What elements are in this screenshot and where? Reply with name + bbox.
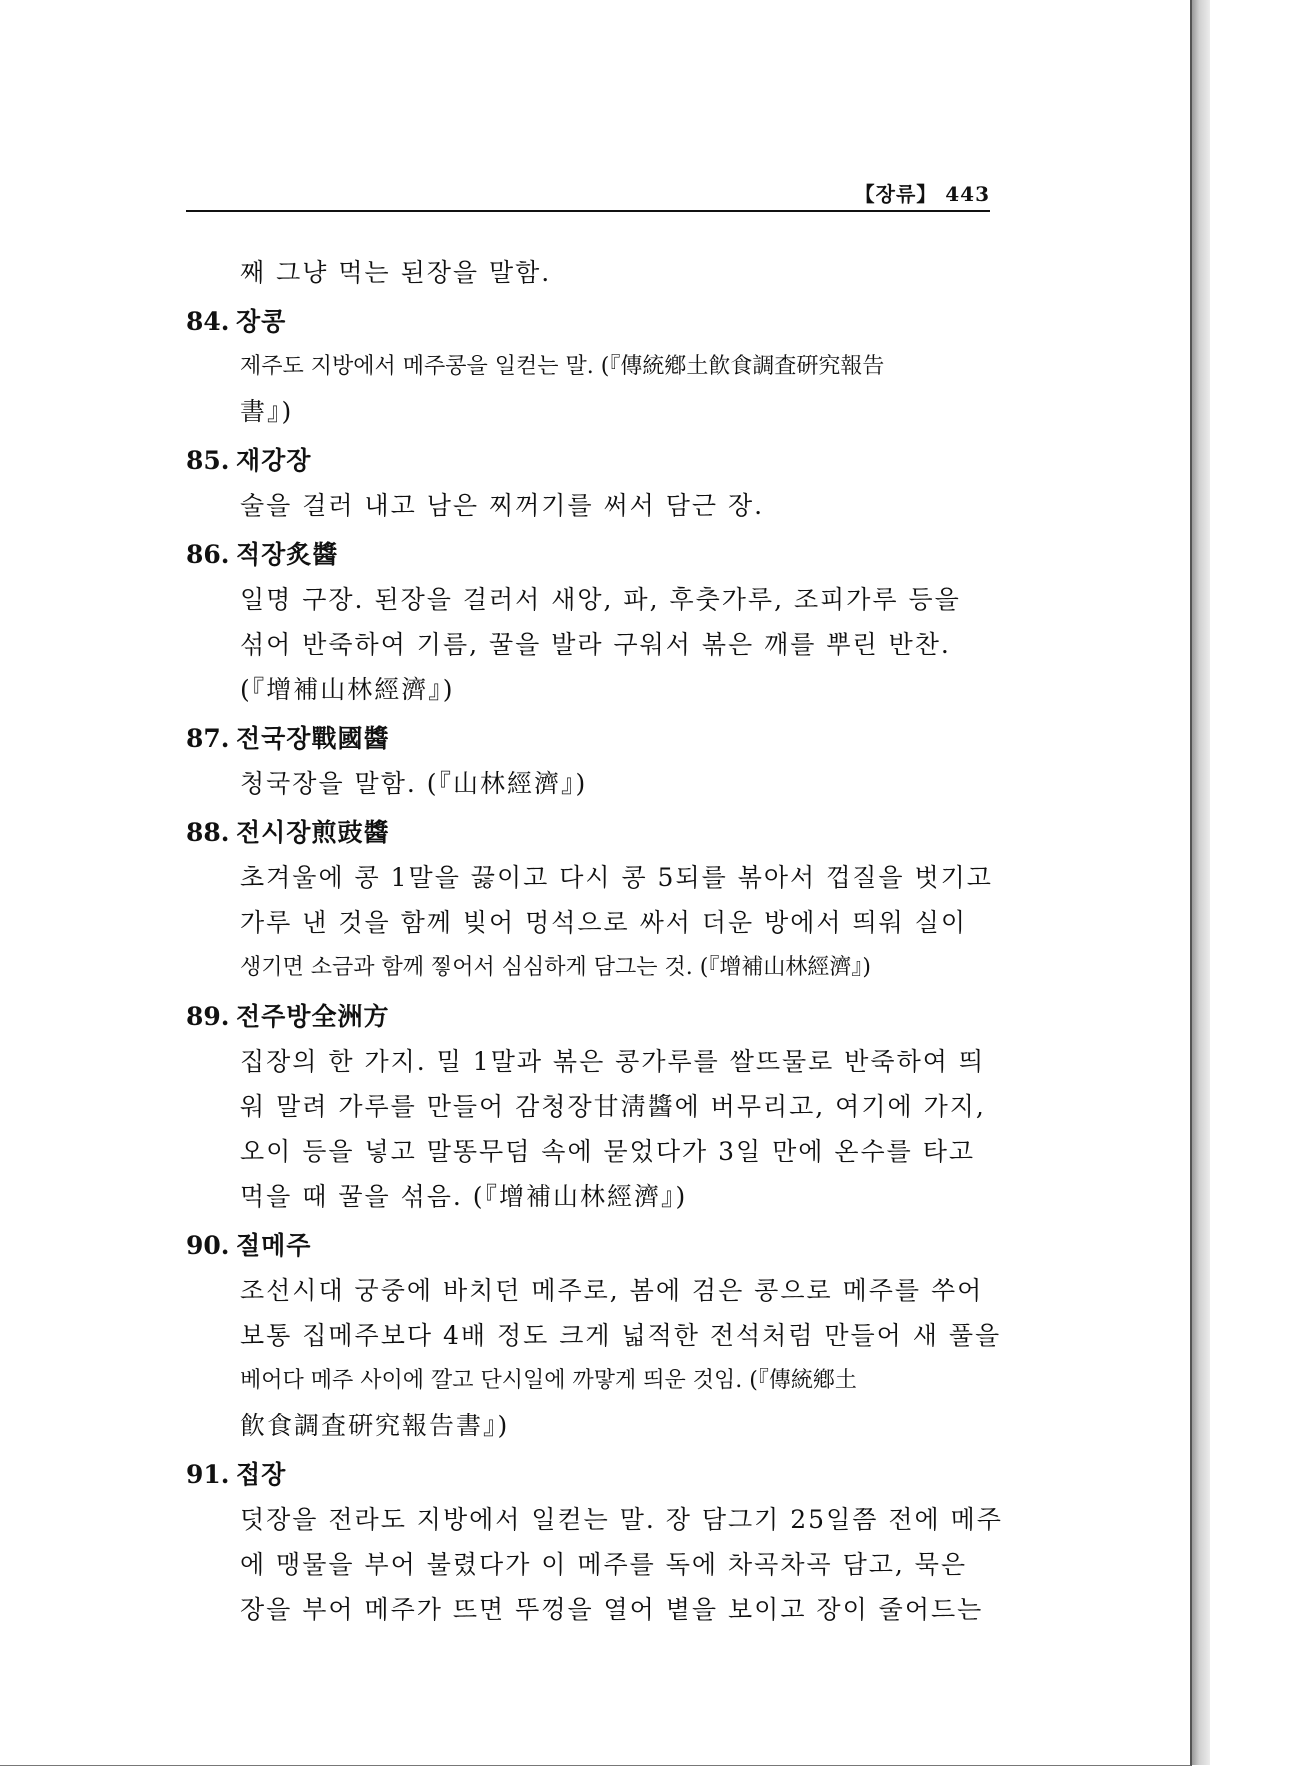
entry-number: 90. [186,1231,230,1260]
entry-headword: 장콩 [236,307,287,336]
entry-number: 87. [186,724,230,753]
entry-88 [186,810,996,990]
entry-87 [186,716,996,806]
entry-number: 86. [186,540,230,569]
entry-line: 장을 부어 메주가 뜨면 뚜껑을 열어 볕을 보이고 장이 줄어드는 [240,1595,984,1624]
entry-headword: 접장 [236,1460,287,1489]
running-header [186,178,990,208]
entry-headword: 절메주 [236,1231,312,1260]
entry-line: 書』) [240,397,294,426]
continuation-line: 째 그냥 먹는 된장을 말함. [240,258,552,287]
entry-line: 에 맹물을 부어 불렸다가 이 메주를 독에 차곡차곡 담고, 묵은 [240,1550,968,1579]
entry-headword: 전시장煎豉醬 [236,818,390,847]
entry-line: 일명 구장. 된장을 걸러서 새앙, 파, 후춧가루, 조피가루 등을 [240,585,961,614]
entry-number: 88. [186,818,230,847]
entry-line: 제주도 지방에서 메주콩을 일컫는 말. (『傳統鄕土飮食調査硏究報告 [240,354,885,379]
entry-line: 집장의 한 가지. 밀 1말과 볶은 콩가루를 쌀뜨물로 반죽하여 띄 [240,1047,985,1076]
entry-number: 84. [186,307,230,336]
entry-line: 술을 걸러 내고 남은 찌꺼기를 써서 담근 장. [240,491,765,520]
section-label: 【장류】 [854,182,938,206]
entry-line: 초겨울에 콩 1말을 끓이고 다시 콩 5되를 볶아서 껍질을 벗기고 [240,863,993,892]
entry-line: 워 말려 가루를 만들어 감청장甘淸醬에 버무리고, 여기에 가지, [240,1092,986,1121]
entry-number: 91. [186,1460,230,1489]
entry-line: 생기면 소금과 함께 찧어서 심심하게 담그는 것. (『增補山林經濟』) [240,955,871,980]
dictionary-content [186,250,1003,1632]
page-edge [1192,0,1210,1765]
entry-line: (『增補山林經濟』) [240,675,455,704]
entry-line: 보통 집메주보다 4배 정도 크게 넓적한 전석처럼 만들어 새 풀을 [240,1321,1002,1350]
entry-line: 베어다 메주 사이에 깔고 단시일에 까맣게 띄운 것임. (『傳統鄕土 [240,1368,857,1393]
page-number: 443 [945,182,990,206]
entry-86 [186,532,996,712]
entry-90 [186,1223,1002,1448]
entry-number: 85. [186,446,230,475]
entry-headword: 적장炙醬 [236,540,339,569]
entry-line: 덧장을 전라도 지방에서 일컫는 말. 장 담그기 25일쯤 전에 메주 [240,1505,1003,1534]
entry-85 [186,438,996,528]
entry-line: 조선시대 궁중에 바치던 메주로, 봄에 검은 콩으로 메주를 쑤어 [240,1276,984,1305]
entry-line: 섞어 반죽하여 기름, 꿀을 발라 구워서 볶은 깨를 뿌린 반찬. [240,630,951,659]
entry-line: 飮食調査硏究報告書』) [240,1411,510,1440]
entry-headword: 재강장 [236,446,312,475]
entry-line: 오이 등을 넣고 말똥무덤 속에 묻었다가 3일 만에 온수를 타고 [240,1137,976,1166]
entry-91 [186,1452,1003,1632]
entry-headword: 전주방全洲方 [236,1002,390,1031]
header-rule [186,210,990,212]
entry-line: 먹을 때 꿀을 섞음. (『增補山林經濟』) [240,1182,688,1211]
entry-89 [186,994,996,1219]
entry-headword: 전국장戰國醬 [236,724,390,753]
entry-line: 가루 낸 것을 함께 빚어 멍석으로 싸서 더운 방에서 띄워 실이 [240,908,968,937]
entry-number: 89. [186,1002,230,1031]
entry-84 [186,299,996,434]
entry-line: 청국장을 말함. (『山林經濟』) [240,769,588,798]
